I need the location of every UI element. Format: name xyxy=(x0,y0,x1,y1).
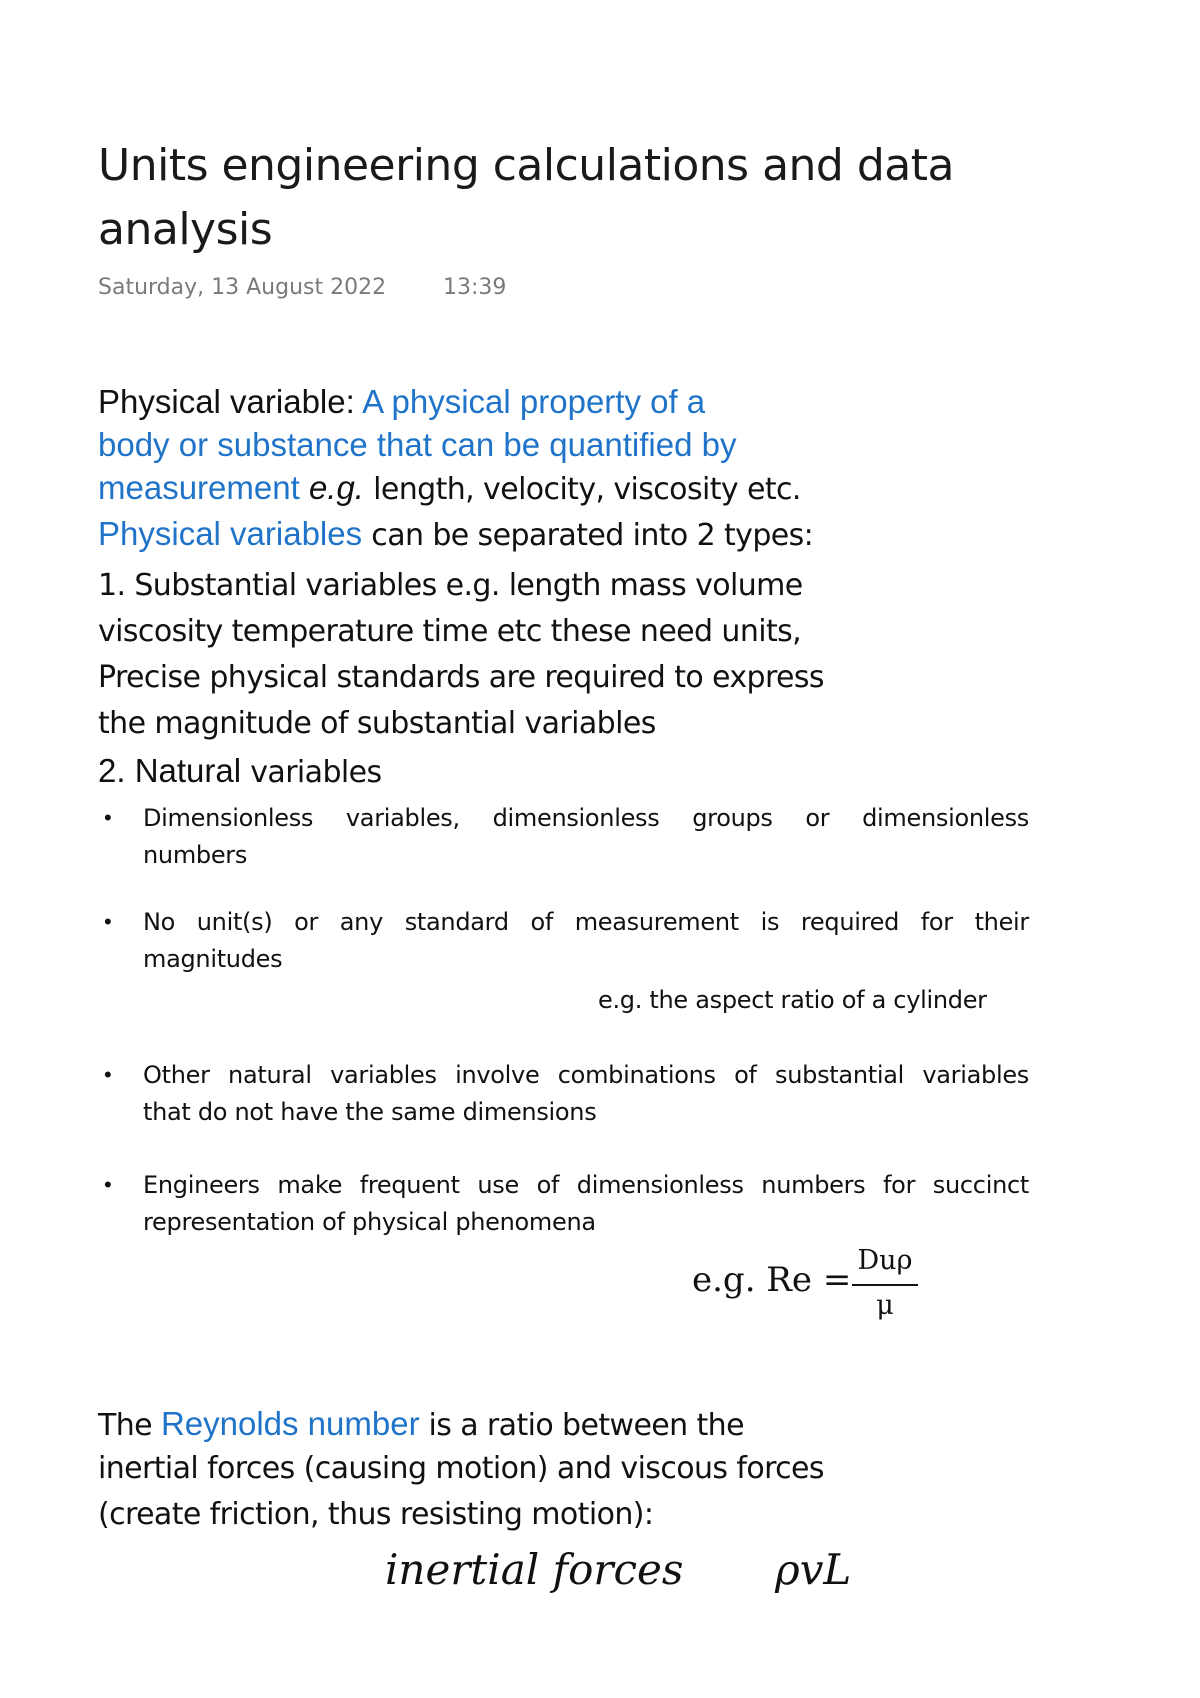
physical-variable-line3 xyxy=(98,469,801,507)
types-intro xyxy=(98,515,813,553)
eg-italic: e.g. xyxy=(308,469,364,506)
page-date: Saturday, 13 August 2022 xyxy=(98,275,387,300)
bullet-2-line1: No unit(s) or any standard of measurement is required for their xyxy=(143,908,1029,936)
bullet-1-line2: numbers xyxy=(143,841,248,869)
physical-variable-label: Physical variable: xyxy=(98,383,355,420)
types-intro-rest: can be separated into 2 types: xyxy=(371,518,814,553)
bullet-4-line1: Engineers make frequent use of dimensionless numbers for succinct xyxy=(143,1171,1029,1199)
substantial-line-1: 1. Substantial variables e.g. length mass volume xyxy=(98,568,803,603)
natural-variables-heading xyxy=(98,752,382,790)
bullet-dot-2: • xyxy=(104,909,112,934)
reynolds-line2: inertial forces (causing motion) and viscous forces xyxy=(98,1451,824,1486)
bullet-dot-3: • xyxy=(104,1062,112,1087)
physical-variable-definition-2: body or substance that can be quantified by xyxy=(98,426,737,463)
page-title-line1: Units engineering calculations and data xyxy=(98,140,954,191)
fraction-bar xyxy=(852,1284,918,1286)
page-time: 13:39 xyxy=(443,275,507,300)
physical-variables-term: Physical variables xyxy=(98,515,363,552)
reynolds-formula-denominator: μ xyxy=(876,1290,894,1321)
physical-variable-examples: length, velocity, viscosity etc. xyxy=(373,472,801,507)
natural-suffix: variables xyxy=(250,755,382,790)
aspect-ratio-example: e.g. the aspect ratio of a cylinder xyxy=(598,986,987,1014)
natural-prefix: 2. Natural xyxy=(98,752,242,789)
reynolds-number-term: Reynolds number xyxy=(160,1405,420,1442)
reynolds-prefix: The xyxy=(98,1408,152,1443)
page-title-line2: analysis xyxy=(98,204,273,255)
bullet-4-line2: representation of physical phenomena xyxy=(143,1208,596,1236)
bullet-3-line1: Other natural variables involve combinations of substantial variables xyxy=(143,1061,1029,1089)
bullet-4 xyxy=(143,1167,1029,1241)
bullet-2-line2: magnitudes xyxy=(143,945,283,973)
substantial-line-3: Precise physical standards are required to express xyxy=(98,660,824,695)
reynolds-line1-rest: is a ratio between the xyxy=(428,1408,744,1443)
physical-variable-line1 xyxy=(98,383,705,421)
bullet-dot-4: • xyxy=(104,1172,112,1197)
bullet-3 xyxy=(143,1057,1029,1131)
physical-variable-definition-3: measurement xyxy=(98,469,300,506)
reynolds-formula-lhs: e.g. Re = xyxy=(692,1260,852,1300)
bullet-1 xyxy=(143,800,1029,874)
rho-v-l-numerator: ρvL xyxy=(775,1545,852,1594)
bullet-1-line1: Dimensionless variables, dimensionless groups or dimensionless xyxy=(143,804,1029,832)
substantial-line-4: the magnitude of substantial variables xyxy=(98,706,656,741)
substantial-line-2: viscosity temperature time etc these need units, xyxy=(98,614,802,649)
bullet-3-line2: that do not have the same dimensions xyxy=(143,1098,597,1126)
physical-variable-definition-1: A physical property of a xyxy=(362,383,706,420)
reynolds-line3: (create friction, thus resisting motion): xyxy=(98,1497,654,1532)
bullet-dot-1: • xyxy=(104,805,112,830)
reynolds-formula-numerator: Duρ xyxy=(857,1245,913,1276)
reynolds-line1 xyxy=(98,1405,744,1443)
inertial-forces-numerator: inertial forces xyxy=(385,1545,684,1594)
bullet-2 xyxy=(143,904,1029,978)
